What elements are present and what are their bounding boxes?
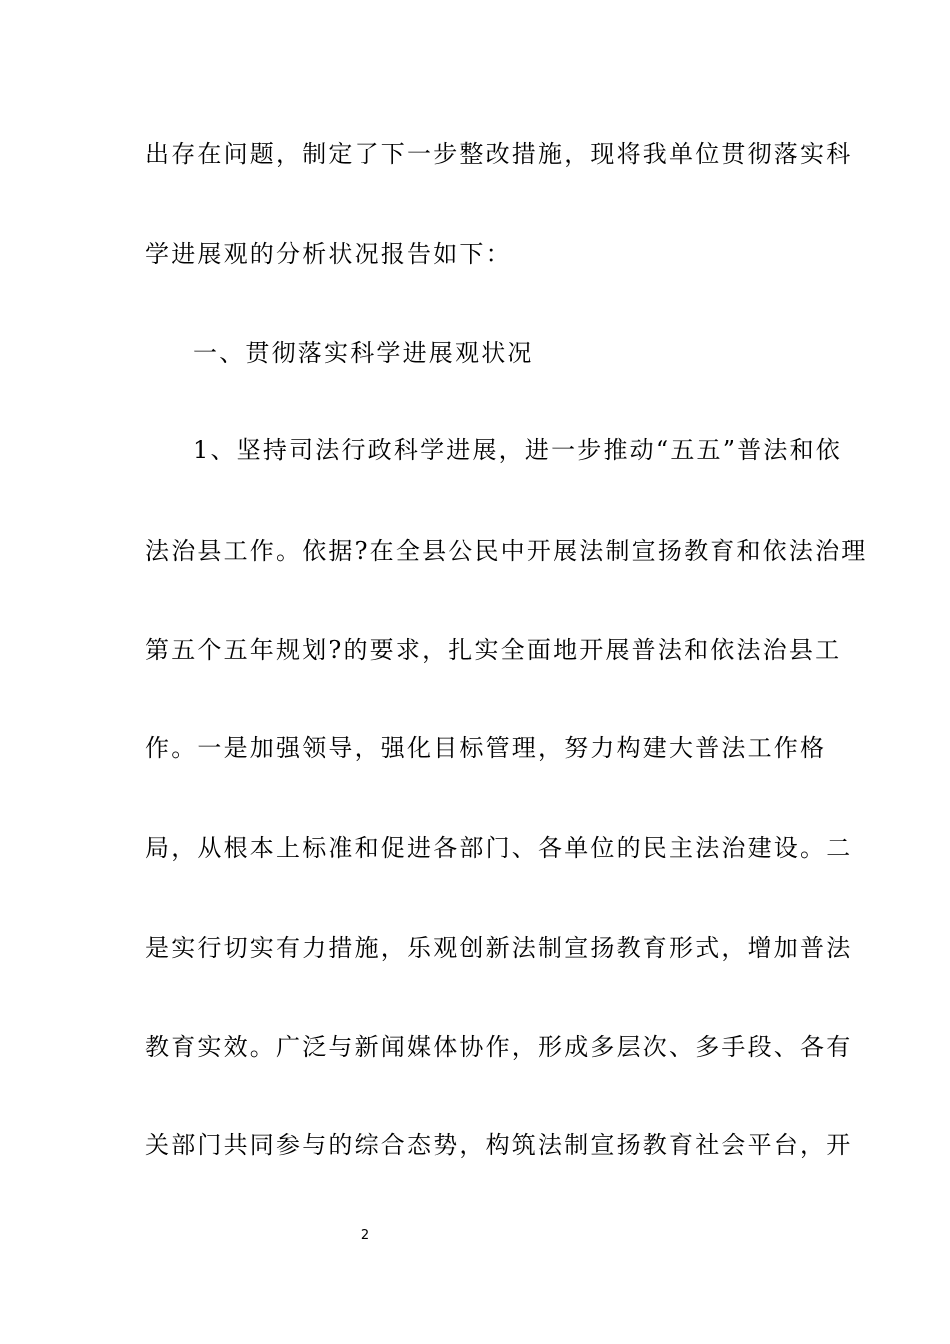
body-text-line: 学进展观的分析状况报告如下： — [145, 240, 512, 268]
paragraph-first-line: 1、坚持司法行政科学进展，进一步推动“五五”普法和依 — [193, 436, 843, 464]
body-text-line: 出存在问题，制定了下一步整改措施，现将我单位贯彻落实科 — [145, 140, 853, 168]
page-number: 2 — [360, 1228, 370, 1243]
body-text-line: 是实行切实有力措施，乐观创新法制宣扬教育形式，增加普法 — [145, 934, 853, 962]
body-text-line: 关部门共同参与的综合态势，构筑法制宣扬教育社会平台，开 — [145, 1131, 853, 1159]
body-text-line: 作。一是加强领导，强化目标管理，努力构建大普法工作格 — [145, 734, 827, 762]
body-text-line: 教育实效。广泛与新闻媒体协作，形成多层次、多手段、各有 — [145, 1033, 853, 1061]
body-text-line: 局，从根本上标准和促进各部门、各单位的民主法治建设。二 — [145, 834, 853, 862]
body-text-line: 第五个五年规划?的要求，扎实全面地开展普法和依法治县工 — [145, 636, 842, 664]
body-text-line: 法治县工作。依据?在全县公民中开展法制宣扬教育和依法治理 — [145, 537, 868, 565]
section-heading: 一、贯彻落实科学进展观状况 — [193, 339, 534, 367]
